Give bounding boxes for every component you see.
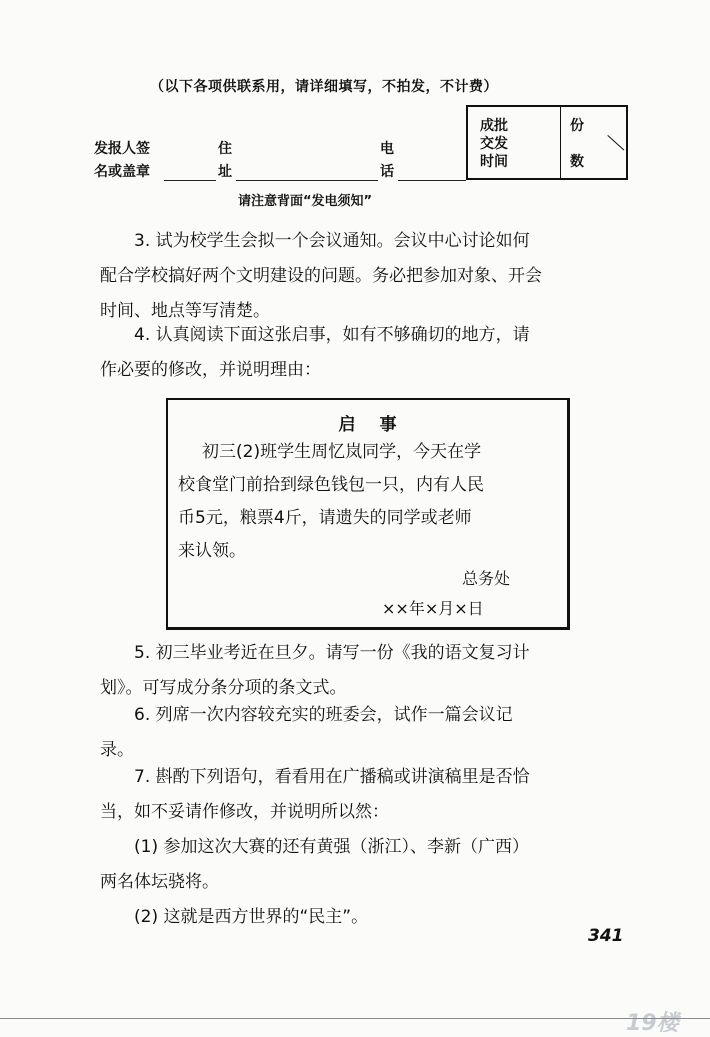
question-7 [100, 760, 640, 935]
question-5 [100, 636, 640, 706]
question-3 [100, 224, 640, 329]
q7-item1-line1: (1) 参加这次大赛的还有黄强（浙江）、李新（广西） [134, 837, 529, 857]
q7-item2: (2) 这就是西方世界的“民主”。 [134, 907, 369, 927]
box-right-line1: 份 [570, 118, 584, 134]
box-right-line2: 数 [570, 154, 584, 170]
q7-item1-line2: 两名体坛骁将。 [100, 872, 219, 892]
q6-line1: 6. 列席一次内容较充实的班委会，试作一篇会议记 [134, 705, 513, 725]
box-left-line1: 成批 [480, 118, 508, 134]
notice-line1: 初三(2)班学生周忆岚同学，今天在学 [202, 442, 482, 462]
q5-line2: 划》。可写成分条分项的条文式。 [100, 678, 347, 698]
page-bottom-edge [0, 1018, 710, 1019]
q7-line1: 7. 斟酌下列语句，看看用在广播稿或讲演稿里是否恰 [134, 767, 530, 787]
q4-line2: 作必要的修改，并说明理由： [100, 360, 321, 380]
sender-underline [164, 180, 216, 181]
box-diagonal-mark [607, 135, 624, 150]
site-watermark: 19楼 [626, 1011, 679, 1036]
q3-line2: 配合学校搞好两个文明建设的问题。务必把参加对象、开会 [100, 266, 542, 286]
page-number: 341 [588, 926, 624, 946]
sender-label-line1: 发报人签 [94, 141, 150, 157]
notice-body [178, 436, 554, 568]
notice-box [166, 398, 570, 630]
phone-label-line2: 话 [380, 164, 394, 180]
notice-line3: 币5元，粮票4斤，请遗失的同学或老师 [178, 508, 472, 528]
q6-line2: 录。 [100, 740, 134, 760]
q7-line2: 当，如不妥请作修改，并说明所以然： [100, 802, 389, 822]
notice-line2: 校食堂门前拾到绿色钱包一只，内有人民 [178, 475, 484, 495]
q3-line1: 3. 试为校学生会拟一个会议通知。会议中心讨论如何 [134, 231, 530, 251]
q4-line1: 4. 认真阅读下面这张启事，如有不够确切的地方，请 [134, 325, 530, 345]
question-6 [100, 698, 640, 768]
form-header-note: （以下各项供联系用，请详细填写，不拍发，不计费） [150, 79, 498, 95]
address-underline [236, 180, 378, 181]
back-side-note: 请注意背面“发电须知” [238, 194, 373, 209]
question-4 [100, 318, 640, 388]
sender-label-line2: 名或盖章 [94, 164, 150, 180]
notice-line4: 来认领。 [178, 541, 246, 561]
notice-date: ××年×月×日 [382, 599, 484, 618]
q5-line1: 5. 初三毕业考近在旦夕。请写一份《我的语文复习计 [134, 643, 530, 663]
box-left-line2: 交发 [480, 136, 508, 152]
q3-line3: 时间、地点等写清楚。 [100, 301, 270, 321]
notice-title: 启事 [338, 415, 421, 435]
address-label-line2: 址 [218, 164, 232, 180]
phone-underline [398, 180, 466, 181]
box-left-line3: 时间 [480, 154, 508, 170]
notice-signer: 总务处 [462, 569, 511, 588]
batch-info-box [466, 105, 628, 180]
phone-label-line1: 电 [380, 141, 394, 157]
address-label-line1: 住 [218, 141, 232, 157]
box-divider [560, 107, 561, 178]
